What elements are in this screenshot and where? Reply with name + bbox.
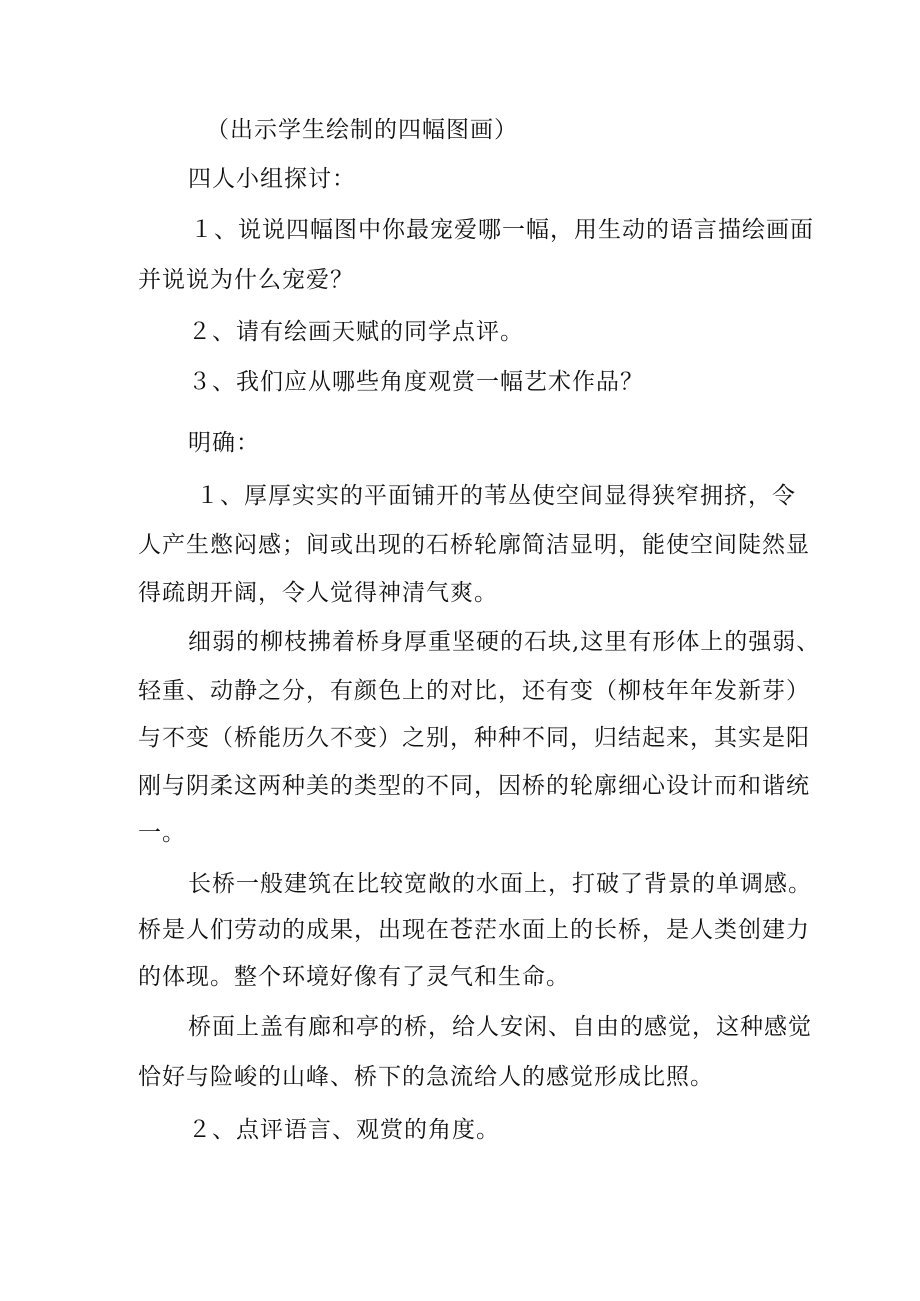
answer-1-line-2: 人产生憋闷感；间或出现的石桥轮廓简洁显明，能使空间陡然显 xyxy=(138,532,810,558)
discussion-heading: 四人小组探讨： xyxy=(188,166,356,192)
paragraph-willow-line-3: 与不变（桥能历久不变）之别，种种不同，归结起来，其实是阳 xyxy=(138,725,810,751)
intro-line: （出示学生绘制的四幅图画） xyxy=(206,117,518,143)
paragraph-willow-line-2: 轻重、动静之分，有颜色上的对比，还有变（柳枝年年发新芽） xyxy=(138,678,810,704)
question-1-line-1: １、说说四幅图中你最宠爱哪一幅，用生动的语言描绘画面 xyxy=(190,217,814,243)
answer-2: ２、点评语言、观赏的角度。 xyxy=(188,1117,500,1143)
question-3: ３、我们应从哪些角度观赏一幅艺术作品？ xyxy=(188,369,644,395)
paragraph-pavilion-line-2: 恰好与险峻的山峰、桥下的急流给人的感觉形成比照。 xyxy=(138,1064,714,1090)
paragraph-bridge-line-3: 的体现。整个环境好像有了灵气和生命。 xyxy=(138,964,570,990)
paragraph-bridge-line-1: 长桥一般建筑在比较宽敞的水面上，打破了背景的单调感。 xyxy=(188,871,812,897)
answer-1-line-3: 得疏朗开阔，令人觉得神清气爽。 xyxy=(138,580,498,606)
paragraph-willow-line-1: 细弱的柳枝拂着桥身厚重坚硬的石块,这里有形体上的强弱、 xyxy=(188,629,821,655)
paragraph-willow-line-4: 刚与阴柔这两种美的类型的不同，因桥的轮廓细心设计而和谐统 xyxy=(138,773,810,799)
answer-heading: 明确： xyxy=(188,430,260,456)
question-2: ２、请有绘画天赋的同学点评。 xyxy=(188,319,524,345)
question-1-line-2: 并说说为什么宠爱？ xyxy=(138,267,354,293)
paragraph-pavilion-line-1: 桥面上盖有廊和亭的桥，给人安闲、自由的感觉，这种感觉 xyxy=(188,1014,812,1040)
paragraph-bridge-line-2: 桥是人们劳动的成果，出现在苍茫水面上的长桥，是人类创建力 xyxy=(138,917,810,943)
paragraph-willow-line-5: 一。 xyxy=(138,820,186,846)
answer-1-line-1: １、厚厚实实的平面铺开的苇丛使空间显得狭窄拥挤，令 xyxy=(196,483,796,509)
